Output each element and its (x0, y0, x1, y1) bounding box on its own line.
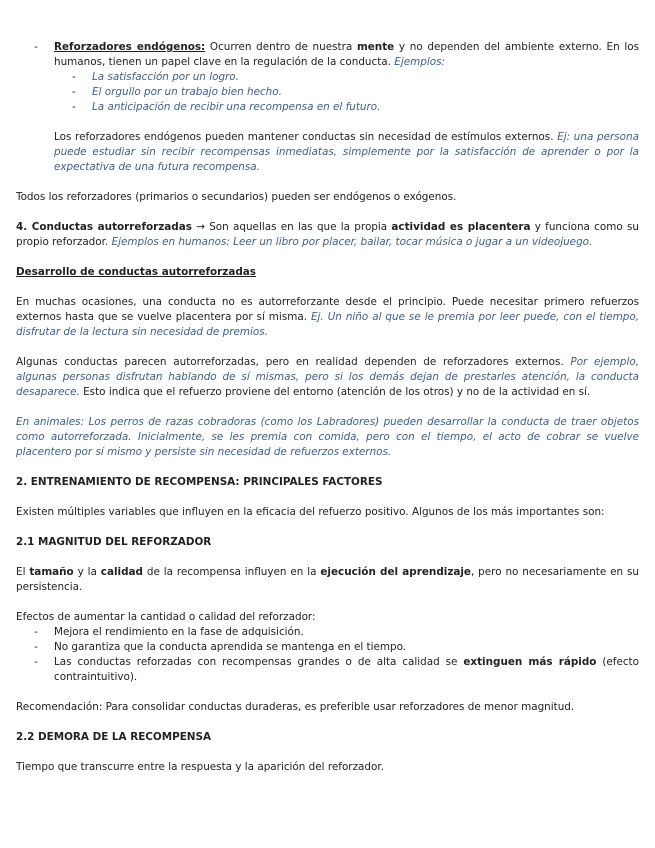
effects-label: Efectos de aumentar la cantidad o calidad del reforzador: (16, 611, 316, 623)
development-paragraph-2: Algunas conductas parecen autorreforzadas, pero en realidad dependen de reforzadores externos. Por ejemplo, algunas personas disfrutan hablando de sí mismas, pero si los demás dejan de prestarles atención, la conducta desaparece. Esto indica que el refuerzo proviene del entorno (atención de los otros) y no de la actividad en sí. (16, 356, 639, 398)
effect-item: - Las conductas reforzadas con recompensas grandes o de alta calidad se extinguen más rápido (efecto contraintuitivo). (34, 656, 639, 683)
section-4-paragraph: 4. Conductas autorreforzadas → Son aquellas en las que la propia actividad es placentera y funciona como su propio reforzador. Ejemplos en humanos: Leer un libro por placer, bailar, tocar música o jugar a un videojuego. (16, 221, 639, 248)
term-endogenous: Reforzadores endógenos: (54, 41, 206, 53)
endogenous-paragraph: Los reforzadores endógenos pueden mantener conductas sin necesidad de estímulos externos. Ej: una persona puede estudiar sin recibir recompensas inmediatas, simplemente por la satisfacción de aprender o por la expectativa de una futura recompensa. (54, 131, 639, 173)
recommendation-text: Recomendación: Para consolidar conductas duraderas, es preferible usar reforzadores de menor magnitud. (16, 701, 575, 713)
effect-item: - No garantiza que la conducta aprendida se mantenga en el tiempo. (34, 641, 407, 653)
section-2-1-paragraph: El tamaño y la calidad de la recompensa influyen en la ejecución del aprendizaje, pero no necesariamente en su persistencia. (16, 566, 639, 593)
section-2-2-text: Tiempo que transcurre entre la respuesta y la aparición del reforzador. (16, 761, 384, 773)
section-4-title: 4. Conductas autorreforzadas (16, 221, 192, 233)
effect-item: - Mejora el rendimiento en la fase de adquisición. (34, 626, 304, 638)
development-paragraph-3: En animales: Los perros de razas cobradoras (como los Labradores) pueden desarrollar la conducta de traer objetos como autorreforzada. Inicialmente, se les premia con comida, pero con el tiempo, el acto de cobrar se vuelve placentero por sí mismo y persiste sin necesidad de refuerzos externos. (16, 416, 639, 458)
section-2-2-title: 2.2 DEMORA DE LA RECOMPENSA (16, 731, 212, 743)
all-reinforcers-text: Todos los reforzadores (primarios o secundarios) pueden ser endógenos o exógenos. (16, 191, 457, 203)
development-paragraph-1: En muchas ocasiones, una conducta no es autorreforzante desde el principio. Puede necesitar primero refuerzos externos hasta que se vuelve placentera por sí misma. Ej. Un niño al que se le premia por leer puede, con el tiempo, disfrutar de la lectura sin necesidad de premios. (16, 296, 639, 338)
example-item: - La satisfacción por un logro. (72, 71, 239, 83)
example-item: - La anticipación de recibir una recompensa en el futuro. (72, 101, 381, 113)
bullet-endogenous: - Reforzadores endógenos: Ocurren dentro de nuestra mente y no dependen del ambiente externo. En los humanos, tienen un papel clave en la regulación de la conducta. Ejemplos: (34, 41, 639, 68)
section-2-intro: Existen múltiples variables que influyen en la eficacia del refuerzo positivo. Algunos de los más importantes son: (16, 506, 605, 518)
section-2-1-title: 2.1 MAGNITUD DEL REFORZADOR (16, 536, 212, 548)
section-2-title: 2. ENTRENAMIENTO DE RECOMPENSA: PRINCIPALES FACTORES (16, 476, 383, 488)
example-item: - El orgullo por un trabajo bien hecho. (72, 86, 282, 98)
development-title: Desarrollo de conductas autorreforzadas (16, 266, 256, 278)
